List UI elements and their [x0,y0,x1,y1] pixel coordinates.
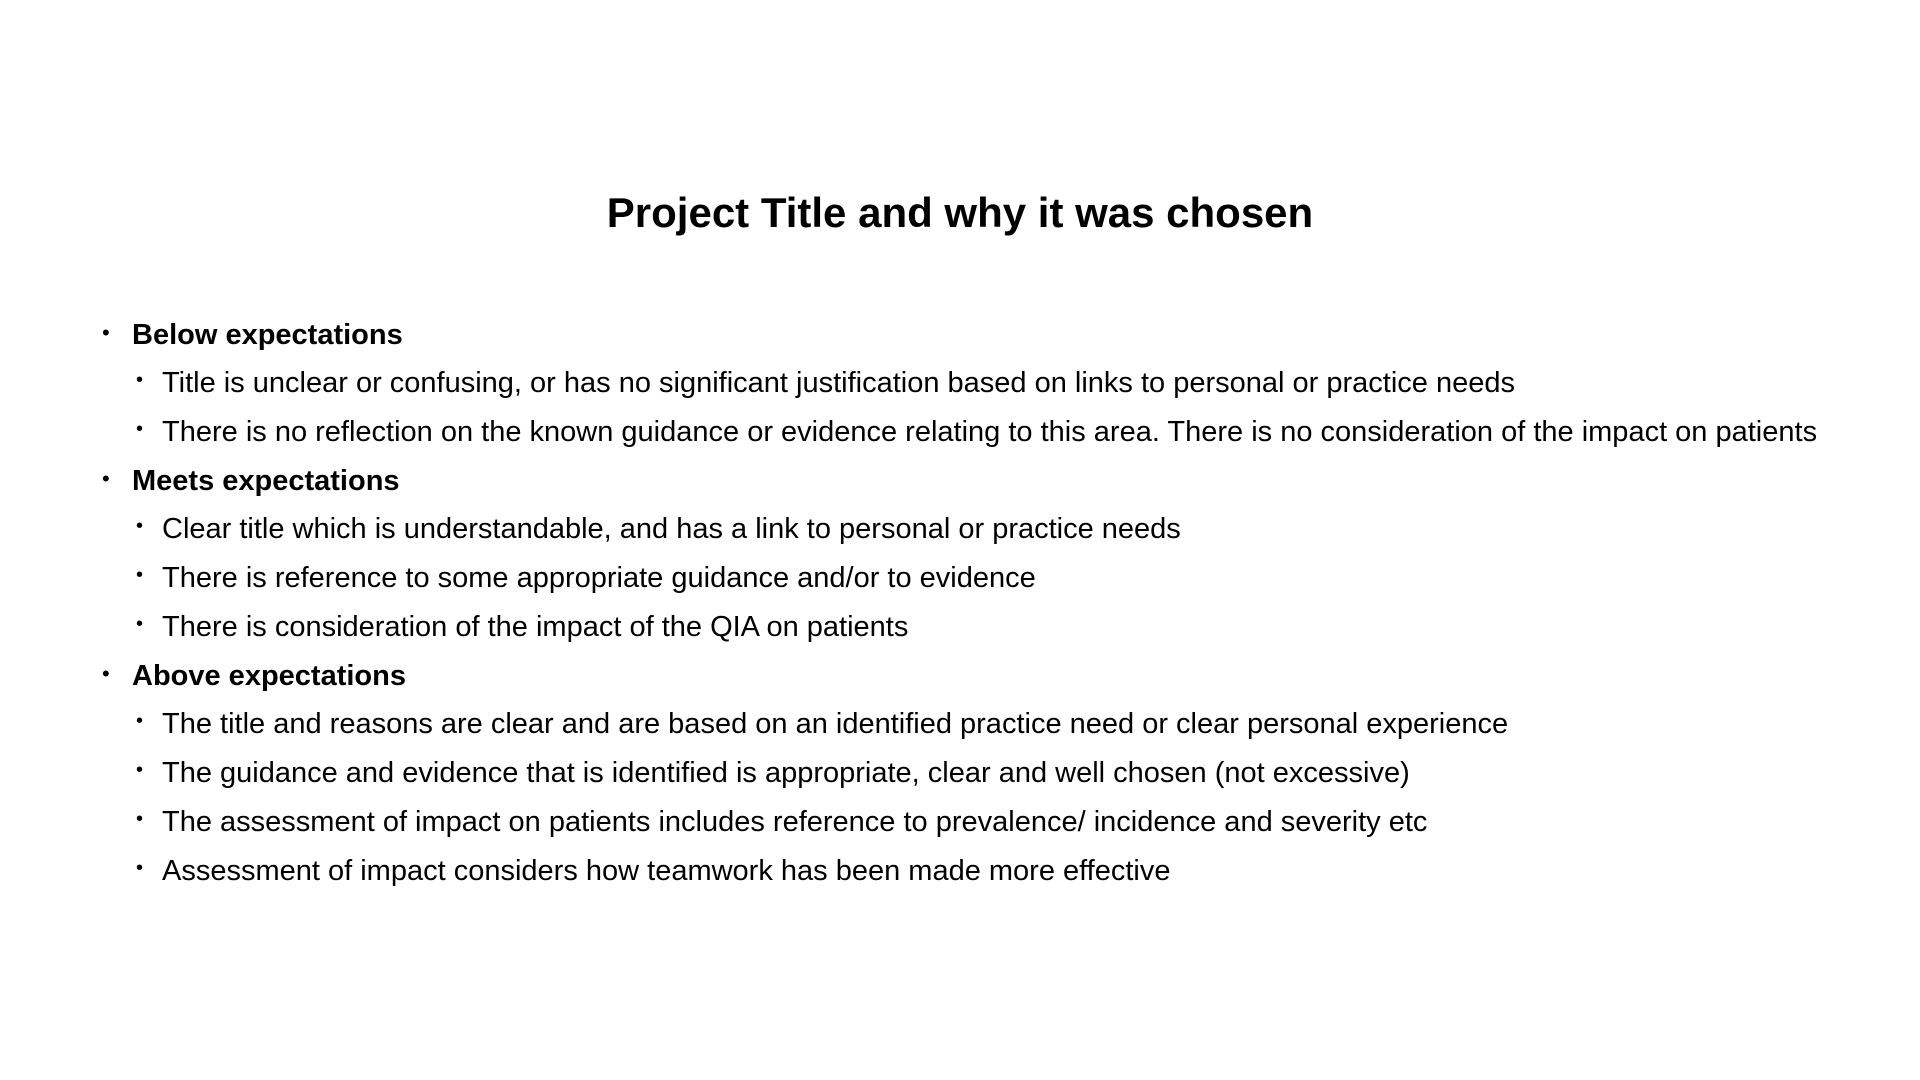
list-item-text: The assessment of impact on patients includes reference to prevalence/ incidence and severity etc [162,806,1428,838]
bullet-icon: • [136,710,144,732]
list-item-text: Clear title which is understandable, and has a link to personal or practice needs [162,513,1181,545]
section-label: Meets expectations [132,465,400,497]
bullet-icon: • [136,613,144,635]
list-item-text: Assessment of impact considers how teamwork has been made more effective [162,855,1171,887]
bullet-icon: • [136,759,144,781]
list-item [132,610,1838,644]
list-item [132,707,1838,741]
bullet-icon: • [136,515,144,537]
slide-content [98,318,1838,903]
section-above-expectations [98,659,1838,888]
bullet-icon: • [102,661,110,686]
list-item [132,512,1838,546]
sub-list [132,707,1838,888]
section-below-expectations [98,318,1838,449]
bullet-icon: • [136,857,144,879]
section-meets-expectations [98,464,1838,644]
list-item-text: The title and reasons are clear and are based on an identified practice need or clear personal experience [162,708,1509,740]
list-item [132,415,1838,449]
bullet-icon: • [136,808,144,830]
list-item [132,366,1838,400]
sub-list [132,366,1838,449]
list-item-text: The guidance and evidence that is identified is appropriate, clear and well chosen (not excessive) [162,757,1410,789]
bullet-icon: • [136,369,144,391]
list-item-text: There is reference to some appropriate guidance and/or to evidence [162,562,1036,594]
list-item [132,805,1838,839]
list-item [132,756,1838,790]
list-item [132,561,1838,595]
bullet-icon: • [102,466,110,491]
list-item-text: Title is unclear or confusing, or has no significant justification based on links to personal or practice needs [162,367,1515,399]
bullet-icon: • [102,320,110,345]
criteria-list [98,318,1838,888]
slide-title: Project Title and why it was chosen [606,189,1314,236]
section-label: Below expectations [132,319,403,351]
section-label: Above expectations [132,660,406,692]
bullet-icon: • [136,564,144,586]
sub-list [132,512,1838,644]
list-item-text: There is consideration of the impact of the QIA on patients [162,611,909,643]
bullet-icon: • [136,418,144,440]
list-item [132,854,1838,888]
list-item-text: There is no reflection on the known guidance or evidence relating to this area. There is no consideration of the impact on patients [162,416,1818,448]
